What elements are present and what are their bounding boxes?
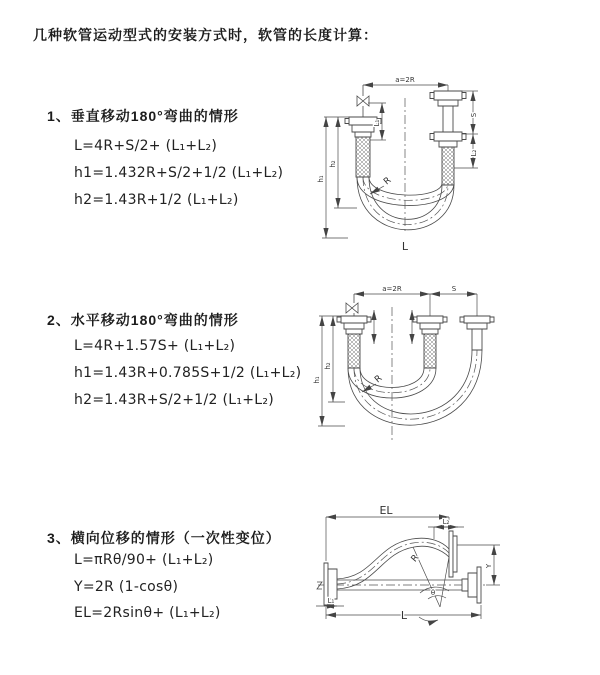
right-flange xyxy=(462,567,481,603)
formula-line: h1=1.43R+0.785S+1/2 (L₁+L₂) xyxy=(74,365,302,381)
braided-hose-section xyxy=(356,137,370,177)
dim-label-a2r: a=2R xyxy=(395,76,415,84)
valve-icon xyxy=(346,303,358,313)
dimension-lines xyxy=(318,294,477,426)
formula-line: h1=1.432R+S/2+1/2 (L₁+L₂) xyxy=(74,165,284,181)
braided-hose-section xyxy=(424,334,436,368)
length-label: L xyxy=(401,240,409,253)
diagram-horizontal-180-bend xyxy=(313,282,498,450)
formula-line: L=πRθ/90+ (L₁+L₂) xyxy=(74,552,214,568)
centerline-mark xyxy=(317,582,322,589)
dim-label-l2: L₂ xyxy=(470,149,478,157)
dim-label-el: EL xyxy=(379,504,393,517)
bent-hose xyxy=(337,538,449,589)
dim-label-h1: h₁ xyxy=(317,175,325,183)
section-2-heading: 2、水平移动180°弯曲的情形 xyxy=(47,312,239,328)
radius-label: R xyxy=(409,553,422,565)
dim-label-h2: h₂ xyxy=(324,362,332,370)
diagram-lateral-displacement xyxy=(316,503,511,633)
dimension-lines xyxy=(316,517,500,619)
radius-label: R xyxy=(373,373,385,386)
braided-hose-section xyxy=(348,334,360,368)
page-title: 几种软管运动型式的安装方式时，软管的长度计算： xyxy=(33,27,378,43)
right-fitting xyxy=(460,316,494,350)
upper-flange xyxy=(449,531,457,577)
formula-line: h2=1.43R+S/2+1/2 (L₁+L₂) xyxy=(74,392,275,408)
formula-line: h2=1.43R+1/2 (L₁+L₂) xyxy=(74,192,239,208)
formula-line: L=4R+1.57S+ (L₁+L₂) xyxy=(74,338,236,354)
formula-line: EL=2Rsinθ+ (L₁+L₂) xyxy=(74,605,221,621)
length-label: L xyxy=(400,609,408,622)
section-3-heading: 3、横向位移的情形（一次性变位） xyxy=(47,530,281,546)
hose-curves xyxy=(348,350,482,425)
dimension-lines xyxy=(322,85,478,238)
dim-label-y: Y xyxy=(485,563,493,569)
right-fitting-positions xyxy=(430,91,466,185)
diagram-vertical-180-bend xyxy=(318,70,493,258)
formula-line: L=4R+S/2+ (L₁+L₂) xyxy=(74,138,218,154)
dim-label-h1: h₁ xyxy=(313,376,321,384)
dim-label-l1: L₁ xyxy=(327,597,335,605)
dim-label-s: S xyxy=(451,285,457,293)
valve-icon xyxy=(357,96,369,106)
angle-label: θ xyxy=(430,589,436,597)
formula-line: Y=2R (1-cosθ) xyxy=(74,579,179,595)
braided-hose-section xyxy=(442,147,454,185)
dim-label-l2: L₂ xyxy=(442,518,450,526)
radius-label: R xyxy=(382,175,394,188)
dim-label-l1: L₁ xyxy=(373,119,381,127)
section-1-heading: 1、垂直移动180°弯曲的情形 xyxy=(47,108,239,124)
left-fitting xyxy=(337,294,371,368)
left-fitting xyxy=(345,85,381,177)
hose-curves xyxy=(357,177,454,230)
middle-fitting xyxy=(413,316,447,368)
dim-label-a2r: a=2R xyxy=(382,285,402,293)
dim-label-s: S xyxy=(470,112,478,118)
dim-label-h2: h₂ xyxy=(329,160,337,168)
